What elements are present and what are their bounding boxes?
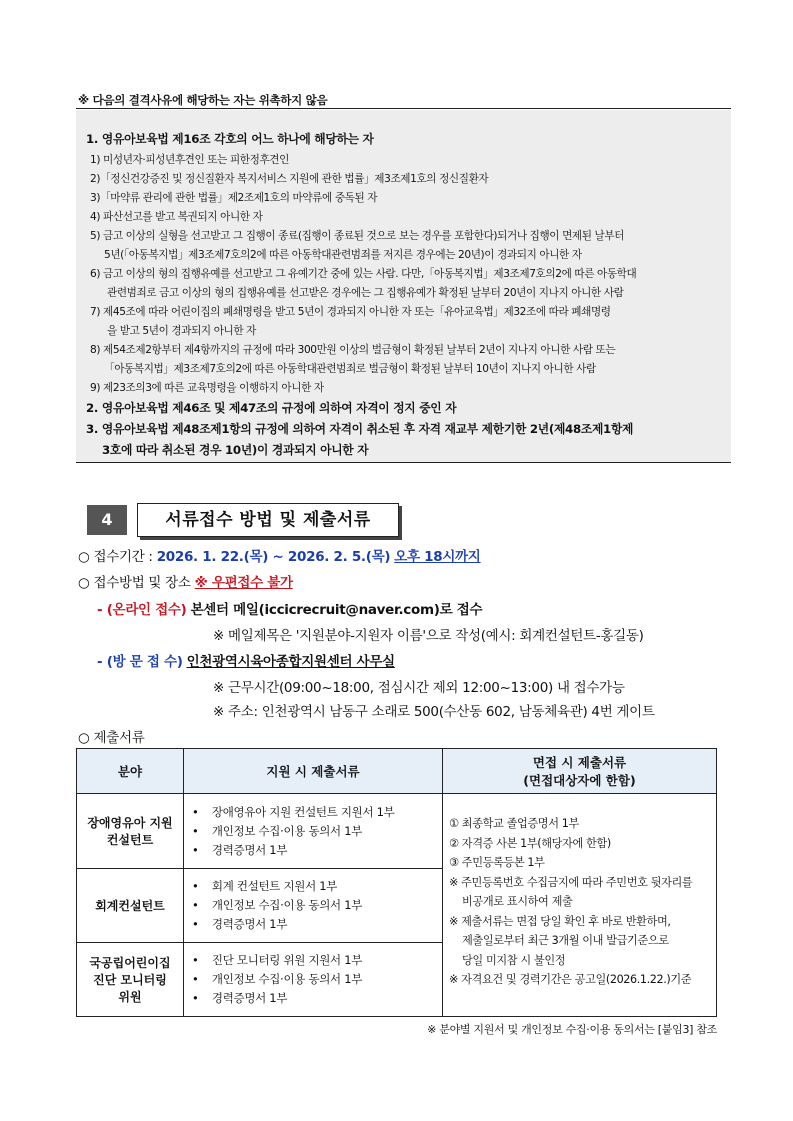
field-cell [77, 943, 184, 1017]
visit-place: 인천광역시육아종합지원센터 사무실 [186, 654, 395, 670]
field-line: 국공립어린이집 [89, 956, 171, 970]
criterion-1-6-cont: 관련범죄로 금고 이상의 형의 집행유예를 선고받은 경우에는 그 집행유예가 확정된 날부터 20년이 지나지 아니한 사람 [107, 287, 624, 299]
criterion-1-1: 1) 미성년자·피성년후견인 또는 피한정후견인 [90, 154, 289, 166]
period-deadline: 오후 18시까지 [394, 549, 481, 565]
visit-label: - (방 문 접 수) [97, 654, 183, 670]
online-note: ※ 메일제목은 '지원분야-지원자 이름'으로 작성(예시: 회계컨설턴트-홍길동) [213, 628, 644, 644]
divider [76, 108, 731, 109]
list-item: • 개인정보 수집·이용 동의서 1부 [192, 898, 363, 912]
interview-item: ※ 제출서류는 면접 당일 확인 후 바로 반환하며, [449, 914, 671, 928]
footer-note: ※ 분야별 지원서 및 개인정보 수집·이용 동의서는 [붙임3] 참조 [427, 1023, 717, 1036]
interview-item: ※ 자격요건 및 경력기간은 공고일(2026.1.22.)기준 [449, 973, 692, 986]
criterion-2: 2. 영유아보육법 제46조 및 제47조의 규정에 의하여 자격이 정지 중인 자 [86, 401, 457, 415]
list-item: • 경력증명서 1부 [192, 991, 288, 1005]
field-line: 진단 모니터링 [93, 973, 167, 987]
list-item: • 경력증명서 1부 [192, 842, 288, 857]
criterion-3-cont: 3호에 따라 취소된 경우 10년)이 경과되지 아니한 자 [102, 443, 369, 457]
interview-item: ※ 주민등록번호 수집금지에 따라 주민번호 뒷자리를 [449, 875, 693, 889]
application-docs-cell [184, 794, 443, 869]
criterion-1-8-cont: 「아동복지법」제3조제7호의2에 따른 아동학대관련범죄로 벌금형이 확정된 날부터 10년이 지나지 아니한 사람 [104, 363, 596, 375]
table-header-row [77, 749, 717, 794]
criterion-1-3: 3)「마약류 관리에 관한 법률」제2조제1호의 마약류에 중독된 자 [90, 192, 378, 204]
criterion-1: 1. 영유아보육법 제16조 각호의 어느 하나에 해당하는 자 [86, 132, 374, 146]
list-item: • 경력증명서 1부 [192, 917, 288, 931]
documents-table [76, 748, 717, 1017]
online-line [97, 598, 482, 618]
method-label: ○ 접수방법 및 장소 [78, 575, 191, 591]
application-docs-cell [184, 869, 443, 943]
criterion-3: 3. 영유아보육법 제48조제1항의 규정에 의하여 자격이 취소된 후 자격 재교부 제한기한 2년(제48조제1항제 [86, 422, 634, 436]
field-cell [77, 794, 184, 869]
online-label: - (온라인 접수) [97, 602, 187, 618]
period-dates: 2026. 1. 22.(목) ~ 2026. 2. 5.(목) [156, 549, 391, 565]
list-item: • 진단 모니터링 위원 지원서 1부 [192, 953, 363, 967]
header-interview-title: 면접 시 제출서류 [532, 755, 627, 770]
interview-item: ③ 주민등록등본 1부 [449, 856, 545, 869]
section-number: 4 [87, 505, 127, 535]
list-item: • 개인정보 수집·이용 동의서 1부 [192, 823, 363, 838]
table-row [77, 794, 717, 869]
list-item: • 회계 컨설턴트 지원서 1부 [192, 879, 338, 893]
online-text: 본센터 메일(iccicrecruit@naver.com)로 접수 [190, 602, 483, 618]
interview-item: ② 자격증 사본 1부(해당자에 한함) [449, 836, 611, 850]
method-line [78, 571, 293, 591]
visit-hours: ※ 근무시간(09:00~18:00, 점심시간 제외 12:00~13:00) 내 접수가능 [213, 680, 625, 696]
field-line: 회계컨설턴트 [95, 899, 165, 913]
criterion-1-7: 7) 제45조에 따라 어린이집의 폐쇄명령을 받고 5년이 경과되지 아니한 자 또는「유아교육법」제32조에 따라 폐쇄명령 [90, 306, 611, 318]
criterion-1-6: 6) 금고 이상의 형의 집행유예를 선고받고 그 유예기간 중에 있는 사람. 다만,「아동복지법」제3조제7호의2에 따른 아동학대 [90, 268, 637, 280]
application-docs-cell [184, 943, 443, 1017]
criterion-1-5: 5) 금고 이상의 실형을 선고받고 그 집행이 종료(집행이 종료된 것으로 보는 경우를 포함한다)되거나 집행이 면제된 날부터 [90, 230, 625, 242]
header-field: 분야 [77, 749, 184, 794]
disqualification-heading: ※ 다음의 결격사유에 해당하는 자는 위촉하지 않음 [78, 93, 328, 107]
header-application-docs: 지원 시 제출서류 [184, 749, 443, 794]
criterion-1-4: 4) 파산선고를 받고 복권되지 아니한 자 [90, 211, 263, 223]
criterion-1-9: 9) 제23조의3에 따른 교육명령을 이행하지 아니한 자 [90, 382, 324, 394]
field-line: 장애영유아 지원 [87, 816, 173, 830]
method-warning: ※ 우편접수 불가 [194, 575, 293, 591]
header-interview-docs [443, 749, 717, 794]
interview-item: 비공개로 표시하여 제출 [462, 895, 573, 908]
criterion-1-8: 8) 제54조제2항부터 제4항까지의 규정에 따라 300만원 이상의 벌금형이 확정된 날부터 2년이 지나지 아니한 사람 또는 [90, 344, 616, 356]
field-line: 컨설턴트 [106, 833, 154, 847]
period-line [78, 545, 481, 565]
field-line: 위원 [118, 990, 142, 1004]
criterion-1-7-cont: 을 받고 5년이 경과되지 아니한 자 [107, 325, 257, 337]
interview-item: 당일 미지참 시 불인정 [462, 953, 566, 967]
period-label: ○ 접수기간 : [78, 549, 153, 565]
interview-item: ① 최종학교 졸업증명서 1부 [449, 817, 579, 830]
visit-address: ※ 주소: 인천광역시 남동구 소래로 500(수산동 602, 남동체육관) 4번 게이트 [213, 704, 655, 720]
field-cell [77, 869, 184, 943]
interview-item: 제출일로부터 최근 3개월 이내 발급기준으로 [462, 934, 669, 947]
docs-label: ○ 제출서류 [78, 730, 145, 746]
section-title: 서류접수 방법 및 제출서류 [137, 503, 399, 537]
visit-line [97, 650, 395, 670]
header-interview-sub: (면접대상자에 한함) [523, 773, 636, 788]
interview-docs-cell [443, 794, 717, 1017]
criterion-1-5-cont: 5년(「아동복지법」제3조제7호의2에 따른 아동학대관련범죄를 저지른 경우에는 20년)이 경과되지 아니한 자 [104, 249, 582, 261]
criterion-1-2: 2)「정신건강증진 및 정신질환자 복지서비스 지원에 관한 법률」제3조제1호의 정신질환자 [90, 173, 489, 185]
list-item: • 개인정보 수집·이용 동의서 1부 [192, 972, 363, 986]
list-item: • 장애영유아 지원 컨설턴트 지원서 1부 [192, 804, 395, 819]
